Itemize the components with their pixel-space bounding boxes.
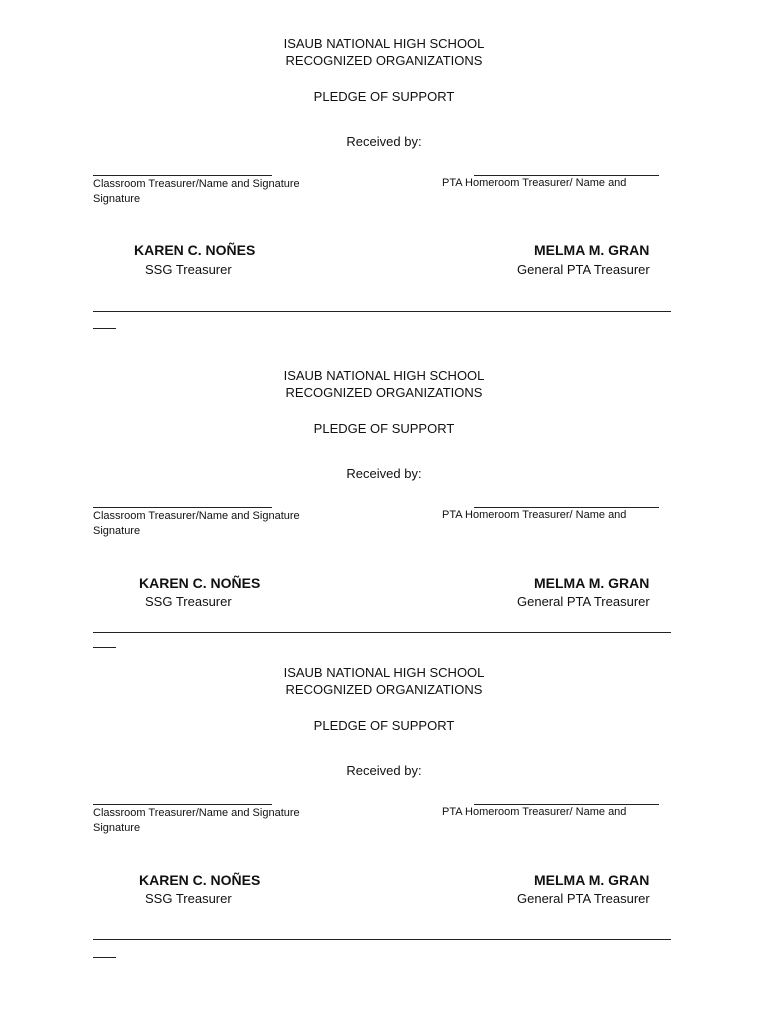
school-name: ISAUB NATIONAL HIGH SCHOOL [283,36,485,51]
right-signatory-name: MELMA M. GRAN [534,242,650,258]
left-signature-line [93,175,272,176]
right-signatory-name: MELMA M. GRAN [534,575,650,591]
left-signatory-title: SSG Treasurer [145,891,232,906]
left-signatory-name: KAREN C. NOÑES [139,575,261,591]
school-name: ISAUB NATIONAL HIGH SCHOOL [283,665,485,680]
left-signatory-title: SSG Treasurer [145,262,232,277]
left-signature-line [93,804,272,805]
cut-line-wrap [93,957,116,958]
left-caption-line1: Classroom Treasurer/Name and Signature [93,178,300,190]
left-caption-line1: Classroom Treasurer/Name and Signature [93,807,300,819]
pledge-heading: PLEDGE OF SUPPORT [313,89,455,104]
school-name: ISAUB NATIONAL HIGH SCHOOL [283,368,485,383]
left-signature-caption [93,509,343,539]
right-signatory-title: General PTA Treasurer [517,594,650,609]
cut-line [93,311,671,312]
right-signature-line [474,507,659,508]
cut-line [93,939,671,940]
right-signature-caption: PTA Homeroom Treasurer/ Name and [442,806,627,818]
left-caption-line2: Signature [93,822,141,834]
pledge-heading: PLEDGE OF SUPPORT [313,421,455,436]
received-by-label: Received by: [346,763,422,778]
organizations-heading: RECOGNIZED ORGANIZATIONS [285,53,483,68]
right-signature-caption: PTA Homeroom Treasurer/ Name and [442,509,627,521]
organizations-heading: RECOGNIZED ORGANIZATIONS [285,385,483,400]
organizations-heading: RECOGNIZED ORGANIZATIONS [285,682,483,697]
pledge-form-3 [0,629,768,929]
pledge-form-1 [0,0,768,300]
right-signature-line [474,175,659,176]
right-signatory-name: MELMA M. GRAN [534,872,650,888]
right-signature-line [474,804,659,805]
left-caption-line2: Signature [93,193,141,205]
left-signatory-name: KAREN C. NOÑES [139,872,261,888]
left-caption-line2: Signature [93,525,141,537]
pledge-heading: PLEDGE OF SUPPORT [313,718,455,733]
received-by-label: Received by: [346,466,422,481]
left-signature-caption [93,177,343,207]
right-signatory-title: General PTA Treasurer [517,262,650,277]
left-caption-line1: Classroom Treasurer/Name and Signature [93,510,300,522]
left-signatory-name: KAREN C. NOÑES [134,242,256,258]
cut-line-wrap [93,328,116,329]
left-signatory-title: SSG Treasurer [145,594,232,609]
right-signatory-title: General PTA Treasurer [517,891,650,906]
left-signature-caption [93,806,343,836]
right-signature-caption: PTA Homeroom Treasurer/ Name and [442,177,627,189]
left-signature-line [93,507,272,508]
pledge-form-2 [0,332,768,632]
received-by-label: Received by: [346,134,422,149]
